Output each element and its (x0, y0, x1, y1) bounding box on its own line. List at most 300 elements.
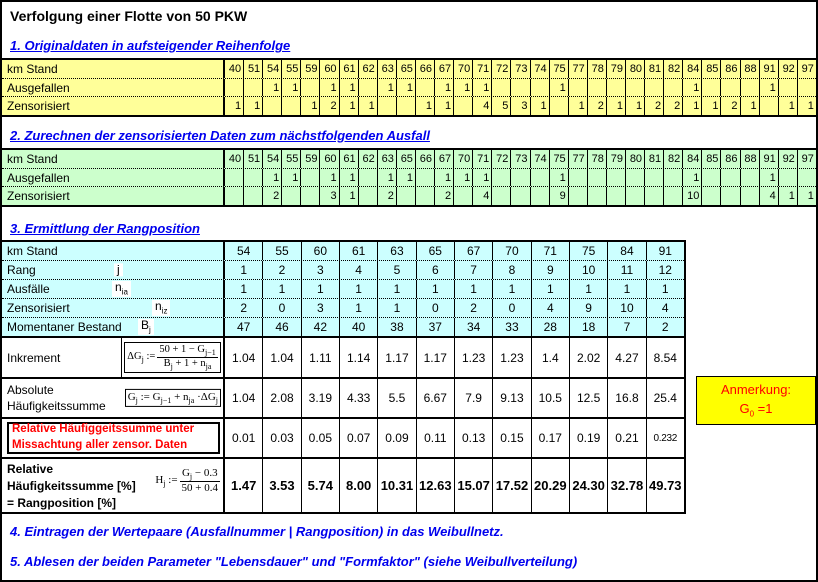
table-cell[interactable]: 1 (281, 169, 300, 187)
table-cell[interactable] (778, 79, 797, 97)
table-cell[interactable]: 60 (319, 150, 338, 168)
table-cell[interactable] (396, 187, 415, 205)
row-label-zensorisiert[interactable]: Zensorisiert (2, 97, 225, 115)
table-cell[interactable]: 92 (778, 150, 797, 168)
table-cell[interactable]: 86 (720, 60, 739, 78)
table-cell[interactable]: 3 (319, 187, 338, 205)
table-cell[interactable] (797, 79, 816, 97)
table-cell[interactable] (644, 79, 663, 97)
table-cell[interactable] (625, 169, 644, 187)
table-cell[interactable]: 1 (396, 169, 415, 187)
table-cell[interactable]: 0.19 (569, 419, 607, 457)
table-cell[interactable]: 0.15 (492, 419, 530, 457)
table-cell[interactable] (701, 79, 720, 97)
inkrement-label[interactable]: Inkrement (2, 338, 122, 377)
table-cell[interactable]: 63 (377, 242, 415, 260)
table-cell[interactable] (663, 187, 682, 205)
table-cell[interactable]: 1 (453, 169, 472, 187)
table-cell[interactable]: 1 (472, 169, 491, 187)
table-cell[interactable]: 84 (682, 60, 701, 78)
table-cell[interactable]: 63 (377, 150, 396, 168)
table-cell[interactable]: 1 (240, 263, 247, 277)
table-cell[interactable]: 1 (740, 97, 759, 115)
table-cell[interactable]: 1 (607, 280, 645, 298)
table-cell[interactable]: 11 (607, 261, 645, 279)
row-label-zensorisiert[interactable]: Zensorisiert $n_{iz}$ (2, 299, 225, 317)
table-cell[interactable] (663, 169, 682, 187)
table-cell[interactable] (740, 187, 759, 205)
table-cell[interactable]: 8 (492, 261, 530, 279)
table-cell[interactable]: 55 (281, 60, 300, 78)
table-cell[interactable]: 2 (646, 318, 684, 336)
table-cell[interactable]: 1.23 (492, 338, 530, 377)
table-cell[interactable]: 61 (339, 60, 358, 78)
table-cell[interactable] (720, 169, 739, 187)
table-cell[interactable]: 71 (472, 60, 491, 78)
table-cell[interactable]: 0.07 (339, 419, 377, 457)
table-cell[interactable]: 86 (720, 150, 739, 168)
table-cell[interactable]: 91 (759, 150, 778, 168)
table-cell[interactable]: 1.47 (231, 478, 257, 493)
table-cell[interactable]: 1 (358, 97, 377, 115)
table-cell[interactable]: 8.00 (339, 459, 377, 512)
table-cell[interactable]: 61 (339, 242, 377, 260)
table-cell[interactable]: 1 (492, 280, 530, 298)
table-cell[interactable]: 0 (262, 299, 300, 317)
table-cell[interactable]: 66 (415, 60, 434, 78)
table-cell[interactable]: 24.30 (569, 459, 607, 512)
table-cell[interactable]: 2 (262, 261, 300, 279)
table-cell[interactable]: 1 (396, 79, 415, 97)
table-cell[interactable] (262, 97, 281, 115)
table-cell[interactable] (797, 169, 816, 187)
table-cell[interactable]: 1.04 (231, 350, 256, 365)
table-cell[interactable]: 7.9 (454, 379, 492, 417)
table-cell[interactable]: 40 (228, 152, 242, 165)
table-cell[interactable] (568, 169, 587, 187)
table-cell[interactable] (491, 169, 510, 187)
table-cell[interactable]: 0.21 (607, 419, 645, 457)
table-cell[interactable]: 8.54 (646, 338, 684, 377)
table-cell[interactable]: 1 (339, 187, 358, 205)
table-cell[interactable]: 4 (531, 299, 569, 317)
table-cell[interactable]: 10.5 (531, 379, 569, 417)
table-cell[interactable]: 2 (240, 301, 247, 315)
table-cell[interactable]: 59 (300, 150, 319, 168)
table-cell[interactable]: 7 (607, 318, 645, 336)
table-cell[interactable]: 46 (262, 318, 300, 336)
table-cell[interactable]: 55 (262, 242, 300, 260)
table-cell[interactable] (549, 97, 568, 115)
table-cell[interactable]: 1 (339, 97, 358, 115)
table-cell[interactable] (491, 187, 510, 205)
table-cell[interactable]: 4.33 (339, 379, 377, 417)
table-cell[interactable]: 1 (797, 187, 816, 205)
table-cell[interactable] (243, 79, 262, 97)
anmerkung-note-box[interactable] (696, 376, 816, 425)
table-cell[interactable]: 1 (569, 280, 607, 298)
relative-pct-label-cell[interactable]: Relative Häufigkeitssumme [%] = Rangposition [%] $H_j$ := $\frac{G_j - 0.3}{50 + 0.4}$ (2, 459, 225, 512)
table-cell[interactable]: 1 (472, 79, 491, 97)
table-cell[interactable]: 61 (339, 150, 358, 168)
table-cell[interactable] (300, 79, 319, 97)
table-cell[interactable] (778, 169, 797, 187)
table-cell[interactable]: 2 (262, 187, 281, 205)
relative-note-cell[interactable] (2, 419, 225, 457)
table-cell[interactable]: 75 (569, 242, 607, 260)
table-cell[interactable]: 1 (301, 280, 339, 298)
table-cell[interactable] (530, 187, 549, 205)
row-label-ausgefallen[interactable]: Ausgefallen (2, 169, 225, 187)
table-cell[interactable]: 1 (339, 280, 377, 298)
table-cell[interactable]: 65 (396, 150, 415, 168)
table-cell[interactable]: 1 (530, 97, 549, 115)
table-cell[interactable]: 62 (358, 150, 377, 168)
table-cell[interactable]: 70 (492, 242, 530, 260)
table-cell[interactable]: 2 (644, 97, 663, 115)
table-cell[interactable]: 1 (281, 79, 300, 97)
table-cell[interactable]: 34 (454, 318, 492, 336)
table-cell[interactable]: 1 (415, 97, 434, 115)
table-cell[interactable] (453, 187, 472, 205)
row-label-km-stand[interactable]: km Stand (2, 60, 225, 78)
table-cell[interactable]: 10 (607, 299, 645, 317)
table-cell[interactable]: 0.17 (531, 419, 569, 457)
table-cell[interactable]: 1 (243, 97, 262, 115)
table-cell[interactable]: 60 (301, 242, 339, 260)
table-cell[interactable] (415, 79, 434, 97)
table-cell[interactable]: 1 (701, 97, 720, 115)
table-cell[interactable]: 85 (701, 150, 720, 168)
table-cell[interactable]: 66 (415, 150, 434, 168)
table-cell[interactable]: 1.4 (531, 338, 569, 377)
table-cell[interactable]: 54 (236, 244, 251, 258)
table-cell[interactable] (740, 79, 759, 97)
table-cell[interactable] (225, 79, 243, 97)
table-cell[interactable]: 4 (472, 187, 491, 205)
table-cell[interactable]: 3 (301, 299, 339, 317)
table-cell[interactable] (415, 169, 434, 187)
table-cell[interactable]: 4 (646, 299, 684, 317)
table-cell[interactable] (606, 169, 625, 187)
table-cell[interactable]: 67 (434, 150, 453, 168)
table-cell[interactable]: 1 (549, 79, 568, 97)
table-cell[interactable] (281, 97, 300, 115)
table-cell[interactable]: 38 (377, 318, 415, 336)
row-label-ausgefallen[interactable]: Ausgefallen (2, 79, 225, 97)
table-cell[interactable]: 81 (644, 60, 663, 78)
table-cell[interactable]: 1.14 (339, 338, 377, 377)
table-cell[interactable]: 75 (549, 150, 568, 168)
table-cell[interactable]: 88 (740, 150, 759, 168)
table-cell[interactable] (510, 79, 529, 97)
table-cell[interactable]: 10 (569, 261, 607, 279)
table-cell[interactable] (644, 187, 663, 205)
table-cell[interactable]: 75 (549, 60, 568, 78)
table-cell[interactable]: 1 (453, 79, 472, 97)
table-cell[interactable]: 5 (377, 261, 415, 279)
table-cell[interactable]: 82 (663, 60, 682, 78)
table-cell[interactable]: 2.02 (569, 338, 607, 377)
table-cell[interactable]: 25.4 (646, 379, 684, 417)
table-cell[interactable]: 84 (682, 150, 701, 168)
table-cell[interactable]: 91 (646, 242, 684, 260)
table-cell[interactable]: 33 (492, 318, 530, 336)
table-cell[interactable]: 77 (568, 150, 587, 168)
table-cell[interactable] (663, 79, 682, 97)
table-cell[interactable]: 12 (646, 261, 684, 279)
table-cell[interactable]: 2 (587, 97, 606, 115)
table-cell[interactable]: 20.29 (531, 459, 569, 512)
table-cell[interactable]: 0.09 (377, 419, 415, 457)
table-cell[interactable]: 47 (236, 320, 251, 334)
table-cell[interactable]: 2 (319, 97, 338, 115)
table-cell[interactable] (377, 97, 396, 115)
table-cell[interactable] (720, 187, 739, 205)
table-cell[interactable] (568, 79, 587, 97)
table-cell[interactable]: 1 (377, 79, 396, 97)
row-label-ausfaelle[interactable]: Ausfälle $n_{ia}$ (2, 280, 225, 298)
table-cell[interactable]: 0.11 (416, 419, 454, 457)
table-cell[interactable]: 16.8 (607, 379, 645, 417)
table-cell[interactable] (415, 187, 434, 205)
table-cell[interactable]: 17.52 (492, 459, 530, 512)
table-cell[interactable]: 3.53 (262, 459, 300, 512)
inkrement-formula[interactable]: $\Delta G_j$ := $\frac{50 + 1 - G_{j-1}}{B_j + 1 + n_{ja}}$ (124, 342, 220, 373)
table-cell[interactable]: 71 (531, 242, 569, 260)
table-cell[interactable]: 81 (644, 150, 663, 168)
table-cell[interactable]: 40 (339, 318, 377, 336)
table-cell[interactable]: 84 (607, 242, 645, 260)
table-cell[interactable]: 67 (454, 242, 492, 260)
table-cell[interactable]: 0 (416, 299, 454, 317)
table-cell[interactable]: 70 (453, 150, 472, 168)
table-cell[interactable] (491, 79, 510, 97)
table-cell[interactable]: 37 (416, 318, 454, 336)
table-cell[interactable]: 18 (569, 318, 607, 336)
table-cell[interactable]: 1 (339, 299, 377, 317)
table-cell[interactable]: 9 (569, 299, 607, 317)
table-cell[interactable]: 5 (491, 97, 510, 115)
table-cell[interactable]: 0.232 (646, 419, 684, 457)
table-cell[interactable]: 0.13 (454, 419, 492, 457)
table-cell[interactable] (300, 169, 319, 187)
table-cell[interactable]: 1 (682, 97, 701, 115)
table-cell[interactable]: 92 (778, 60, 797, 78)
table-cell[interactable]: 3 (510, 97, 529, 115)
table-cell[interactable] (644, 169, 663, 187)
table-cell[interactable]: 6 (416, 261, 454, 279)
table-cell[interactable]: 4 (759, 187, 778, 205)
table-cell[interactable]: 51 (243, 60, 262, 78)
table-cell[interactable]: 28 (531, 318, 569, 336)
table-cell[interactable] (530, 79, 549, 97)
table-cell[interactable]: 97 (797, 150, 816, 168)
table-cell[interactable]: 82 (663, 150, 682, 168)
table-cell[interactable] (606, 79, 625, 97)
table-cell[interactable]: 1.04 (262, 338, 300, 377)
table-cell[interactable]: 62 (358, 60, 377, 78)
table-cell[interactable] (740, 169, 759, 187)
table-cell[interactable]: 63 (377, 60, 396, 78)
table-cell[interactable]: 0 (492, 299, 530, 317)
table-cell[interactable]: 91 (759, 60, 778, 78)
table-cell[interactable]: 1 (262, 79, 281, 97)
table-cell[interactable] (243, 169, 262, 187)
table-cell[interactable]: 1 (377, 169, 396, 187)
row-label-km-stand[interactable]: km Stand (2, 242, 225, 260)
table-cell[interactable]: 7 (454, 261, 492, 279)
table-cell[interactable]: 1 (778, 97, 797, 115)
table-cell[interactable] (358, 169, 377, 187)
table-cell[interactable]: 88 (740, 60, 759, 78)
table-cell[interactable]: 73 (510, 60, 529, 78)
table-cell[interactable]: 12.63 (416, 459, 454, 512)
table-cell[interactable]: 2 (377, 187, 396, 205)
table-cell[interactable]: 1 (300, 97, 319, 115)
table-cell[interactable]: 32.78 (607, 459, 645, 512)
table-cell[interactable]: 12.5 (569, 379, 607, 417)
row-label-km-stand[interactable]: km Stand (2, 150, 225, 168)
table-cell[interactable]: 1 (262, 280, 300, 298)
table-cell[interactable] (300, 187, 319, 205)
table-cell[interactable]: 1.04 (231, 391, 256, 405)
table-cell[interactable] (587, 169, 606, 187)
table-cell[interactable] (510, 187, 529, 205)
table-cell[interactable]: 1 (568, 97, 587, 115)
table-cell[interactable]: 3 (301, 261, 339, 279)
table-cell[interactable]: 3.19 (301, 379, 339, 417)
table-cell[interactable]: 55 (281, 150, 300, 168)
table-cell[interactable]: 1 (682, 79, 701, 97)
table-cell[interactable]: 1 (377, 280, 415, 298)
table-cell[interactable]: 1.17 (416, 338, 454, 377)
absolute-label-cell[interactable]: Absolute Häufigkeitssumme $G_j$ := $G_{j-1} + n_{ja} \cdot\Delta G_j$ (2, 379, 225, 417)
table-cell[interactable]: 2 (454, 299, 492, 317)
table-cell[interactable]: 1 (434, 97, 453, 115)
table-cell[interactable]: 74 (530, 150, 549, 168)
table-cell[interactable] (453, 97, 472, 115)
row-label-zensorisiert[interactable]: Zensorisiert (2, 187, 225, 205)
table-cell[interactable]: 5.5 (377, 379, 415, 417)
table-cell[interactable]: 77 (568, 60, 587, 78)
table-cell[interactable]: 1 (319, 169, 338, 187)
table-cell[interactable]: 54 (262, 60, 281, 78)
table-cell[interactable] (701, 169, 720, 187)
row-label-rang[interactable]: Rang j (2, 261, 225, 279)
table-cell[interactable] (759, 97, 778, 115)
row-label-bestand[interactable]: Momentaner Bestand $B_j$ (2, 318, 225, 336)
table-cell[interactable]: 85 (701, 60, 720, 78)
table-cell[interactable]: 42 (301, 318, 339, 336)
table-cell[interactable]: 1.11 (301, 338, 339, 377)
table-cell[interactable]: 1 (797, 97, 816, 115)
table-cell[interactable] (243, 187, 262, 205)
table-cell[interactable]: 1 (625, 97, 644, 115)
table-cell[interactable]: 1 (240, 282, 247, 296)
table-cell[interactable]: 73 (510, 150, 529, 168)
table-cell[interactable]: 1 (339, 169, 358, 187)
table-cell[interactable]: 1 (416, 280, 454, 298)
table-cell[interactable] (396, 97, 415, 115)
table-cell[interactable]: 1 (646, 280, 684, 298)
table-cell[interactable]: 97 (797, 60, 816, 78)
table-cell[interactable]: 1 (434, 79, 453, 97)
table-cell[interactable]: 40 (228, 62, 242, 75)
table-cell[interactable]: 9 (531, 261, 569, 279)
table-cell[interactable]: 10.31 (377, 459, 415, 512)
table-cell[interactable]: 1 (759, 169, 778, 187)
table-cell[interactable]: 6.67 (416, 379, 454, 417)
table-cell[interactable]: 1 (319, 79, 338, 97)
table-cell[interactable]: 1.17 (377, 338, 415, 377)
table-cell[interactable]: 10 (682, 187, 701, 205)
table-cell[interactable] (625, 79, 644, 97)
table-cell[interactable]: 49.73 (646, 459, 684, 512)
table-cell[interactable] (587, 79, 606, 97)
table-cell[interactable]: 80 (625, 150, 644, 168)
table-cell[interactable]: 0.03 (262, 419, 300, 457)
table-cell[interactable]: 1 (531, 280, 569, 298)
table-cell[interactable] (701, 187, 720, 205)
table-cell[interactable]: 4 (472, 97, 491, 115)
table-cell[interactable]: 65 (396, 60, 415, 78)
table-cell[interactable] (281, 187, 300, 205)
table-cell[interactable] (606, 187, 625, 205)
table-cell[interactable]: 1 (377, 299, 415, 317)
table-cell[interactable] (568, 187, 587, 205)
table-cell[interactable]: 72 (491, 150, 510, 168)
table-cell[interactable]: 2 (434, 187, 453, 205)
table-cell[interactable]: 2 (720, 97, 739, 115)
table-cell[interactable]: 67 (434, 60, 453, 78)
table-cell[interactable]: 1 (606, 97, 625, 115)
table-cell[interactable]: 1.23 (454, 338, 492, 377)
table-cell[interactable] (720, 79, 739, 97)
table-cell[interactable]: 0.01 (231, 431, 256, 445)
table-cell[interactable]: 54 (262, 150, 281, 168)
table-cell[interactable]: 5.74 (301, 459, 339, 512)
table-cell[interactable]: 9.13 (492, 379, 530, 417)
absolute-formula[interactable]: $G_j$ := $G_{j-1} + n_{ja} \cdot\Delta G_j$ (125, 389, 221, 407)
table-cell[interactable]: 51 (243, 150, 262, 168)
table-cell[interactable] (225, 169, 243, 187)
table-cell[interactable]: 79 (606, 60, 625, 78)
table-cell[interactable]: 60 (319, 60, 338, 78)
table-cell[interactable]: 1 (549, 169, 568, 187)
table-cell[interactable]: 15.07 (454, 459, 492, 512)
table-cell[interactable]: 1 (262, 169, 281, 187)
table-cell[interactable]: 9 (549, 187, 568, 205)
table-cell[interactable]: 4.27 (607, 338, 645, 377)
table-cell[interactable]: 4 (339, 261, 377, 279)
table-cell[interactable] (225, 187, 243, 205)
table-cell[interactable] (510, 169, 529, 187)
table-cell[interactable]: 1 (778, 187, 797, 205)
table-cell[interactable]: 80 (625, 60, 644, 78)
table-cell[interactable]: 70 (453, 60, 472, 78)
table-cell[interactable] (587, 187, 606, 205)
table-cell[interactable]: 1 (759, 79, 778, 97)
table-cell[interactable]: 71 (472, 150, 491, 168)
table-cell[interactable]: 59 (300, 60, 319, 78)
table-cell[interactable]: 1 (454, 280, 492, 298)
table-cell[interactable]: 78 (587, 150, 606, 168)
table-cell[interactable] (358, 187, 377, 205)
table-cell[interactable]: 74 (530, 60, 549, 78)
table-cell[interactable]: 0.05 (301, 419, 339, 457)
table-cell[interactable]: 2.08 (262, 379, 300, 417)
